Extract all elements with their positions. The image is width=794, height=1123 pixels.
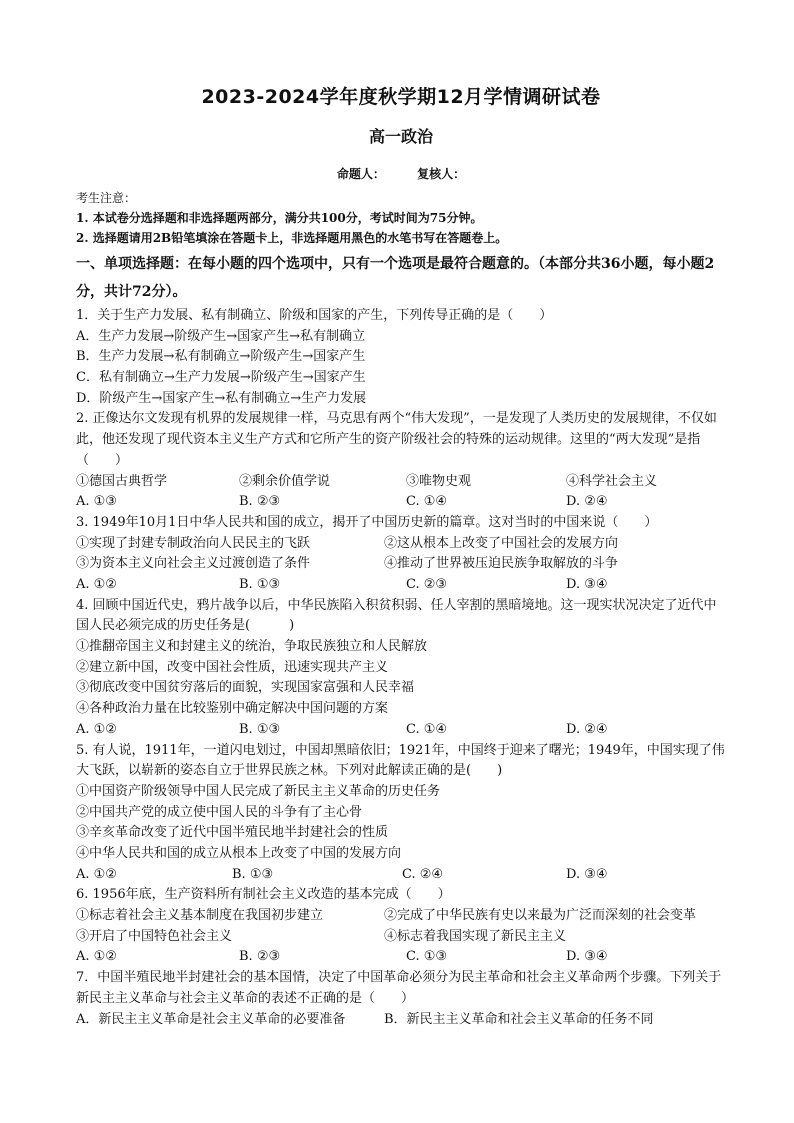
notice-title: 考生注意： [76, 191, 137, 205]
question-5-option-b: B. ①③ [232, 866, 274, 882]
question-7-stem: 7．中国半殖民地半封建社会的基本国情，决定了中国革命必须分为民主革命和社会主义革命两个步骤。下列关于新民主主义革命与社会主义革命的表述不正确的是（ ） [76, 970, 722, 1006]
setter-label: 命题人： [336, 167, 385, 181]
question-6-items-row [76, 927, 726, 948]
question-2-items [76, 472, 726, 493]
question-2-options [76, 492, 726, 513]
question-3-item: ②这从根本上改变了中国社会的发展方向 [384, 535, 619, 551]
question-2-item: ②剩余价值学说 [239, 473, 331, 489]
question-6-option-a: A. ①② [76, 949, 117, 965]
question-3-item: ④推动了世界被压迫民族争取解放的斗争 [384, 556, 619, 572]
question-6-option-b: B. ②③ [239, 949, 281, 965]
question-1-stem: 1．关于生产力发展、私有制确立、阶级和国家的产生，下列传导正确的是（ ） [76, 308, 553, 323]
subject-title: 高一政治 [368, 127, 433, 146]
question-2-option-a: A. ①③ [76, 494, 117, 510]
question-5-option-d: D. ③④ [566, 866, 608, 882]
question-3-option-b: B. ①③ [239, 576, 281, 592]
question-3-item: ①实现了封建专制政治向人民民主的飞跃 [76, 535, 311, 551]
question-5-item: ①中国资产阶级领导中国人民完成了新民主主义革命的历史任务 [76, 783, 441, 799]
question-1-option-d: D．阶级产生→国家产生→私有制确立→生产力发展 [76, 390, 367, 406]
question-2-option-b: B. ②③ [239, 494, 281, 510]
question-3-stem: 3. 1949年10月1日中华人民共和国的成立，揭开了中国历史新的篇章。这对当时的中国来说（ ） [76, 514, 658, 530]
question-6-item: ①标志着社会主义基本制度在我国初步建立 [76, 908, 324, 924]
question-6-stem: 6. 1956年底，生产资料所有制社会主义改造的基本完成（ ） [76, 887, 451, 903]
question-2-item: ③唯物史观 [406, 473, 472, 489]
question-1-option-b: B．生产力发展→私有制确立→阶级产生→国家产生 [76, 349, 366, 365]
question-4-item: ④各种政治力量在比较鉴别中确定解决中国问题的方案 [76, 701, 389, 717]
question-3-option-c: C. ②③ [406, 576, 448, 592]
question-6-item: ④标志着我国实现了新民主主义 [384, 928, 567, 944]
question-4-option-b: B. ①③ [239, 721, 281, 737]
question-6-option-d: D. ③④ [566, 949, 608, 965]
authors-line [76, 160, 726, 188]
exam-page [76, 80, 726, 1030]
question-7-options [76, 1010, 726, 1031]
question-3-items-row [76, 554, 726, 575]
section-heading: 一、单项选择题：在每小题的四个选项中，只有一个选项是最符合题意的。（本部分共36小题，每小题2分，共计72分）。 [76, 256, 715, 300]
question-5-option-a: A. ①② [76, 866, 117, 882]
question-3-option-a: A. ①② [76, 576, 117, 592]
exam-title: 2023-2024学年度秋学期12月学情调研试卷 [201, 86, 601, 108]
question-5-option-c: C. ②④ [402, 866, 444, 882]
question-5-item: ③辛亥革命改变了近代中国半殖民地半封建社会的性质 [76, 825, 389, 841]
question-5-options [76, 865, 726, 886]
question-3-options [76, 575, 726, 596]
question-3-item: ③为资本主义向社会主义过渡创造了条件 [76, 556, 311, 572]
question-6-item: ③开启了中国特色社会主义 [76, 928, 233, 944]
question-6-option-c: C. ①③ [406, 949, 448, 965]
question-4-option-d: D. ②④ [566, 721, 608, 737]
question-5-item: ②中国共产党的成立使中国人民的斗争有了主心骨 [76, 804, 363, 820]
question-4-item: ③彻底改变中国贫穷落后的面貌，实现国家富强和人民幸福 [76, 680, 415, 696]
notice-item: 1. 本试卷分选择题和非选择题两部分，满分共100分，考试时间为75分钟。 [76, 211, 483, 225]
question-7-option-a: A．新民主主义革命是社会主义革命的必要准备 [76, 1011, 346, 1027]
reviewer-label: 复核人： [417, 167, 466, 181]
question-4-option-c: C. ①④ [406, 721, 448, 737]
question-7-option-b: B．新民主主义革命和社会主义革命的任务不同 [384, 1011, 654, 1027]
question-6-options [76, 947, 726, 968]
question-2-item: ④科学社会主义 [566, 473, 658, 489]
question-6-items-row [76, 906, 726, 927]
question-2-stem: 2. 正像达尔文发现有机界的发展规律一样，马克思有两个“伟大发现”，一是发现了人类历史的发展规律，不仅如此，他还发现了现代资本主义生产方式和它所产生的资产阶级社会的特殊的运动规律。这里的“两大发现”是指（ ） [76, 411, 717, 468]
question-4-stem: 4. 回顾中国近代史，鸦片战争以后，中华民族陷入积贫积弱、任人宰割的黑暗境地。这一现实状况决定了近代中国人民必须完成的历史任务是( ) [76, 597, 717, 634]
question-4-option-a: A. ①② [76, 721, 117, 737]
question-4-options [76, 720, 726, 741]
question-4-item: ②建立新中国，改变中国社会性质，迅速实现共产主义 [76, 659, 389, 675]
question-2-option-c: C. ①④ [406, 494, 448, 510]
question-3-option-d: D. ③④ [566, 576, 608, 592]
question-5-item: ④中华人民共和国的成立从根本上改变了中国的发展方向 [76, 845, 402, 861]
question-2-item: ①德国古典哲学 [76, 473, 168, 489]
question-4-item: ①推翻帝国主义和封建主义的统治，争取民族独立和人民解放 [76, 639, 428, 655]
question-1-option-a: A．生产力发展→阶级产生→国家产生→私有制确立 [76, 328, 366, 344]
question-1-option-c: C．私有制确立→生产力发展→阶级产生→国家产生 [76, 370, 366, 386]
question-2-option-d: D. ②④ [566, 494, 608, 510]
notice-item: 2. 选择题请用2B铅笔填涂在答题卡上，非选择题用黑色的水笔书写在答题卷上。 [76, 231, 508, 245]
question-3-items-row [76, 534, 726, 555]
question-5-stem: 5. 有人说，1911年，一道闪电划过，中国却黑暗依旧；1921年，中国终于迎来了曙光；1949年，中国实现了伟大飞跃，以崭新的姿态自立于世界民族之林。下列对此解读正确的是( ) [76, 742, 725, 779]
question-6-item: ②完成了中华民族有史以来最为广泛而深刻的社会变革 [384, 908, 697, 924]
